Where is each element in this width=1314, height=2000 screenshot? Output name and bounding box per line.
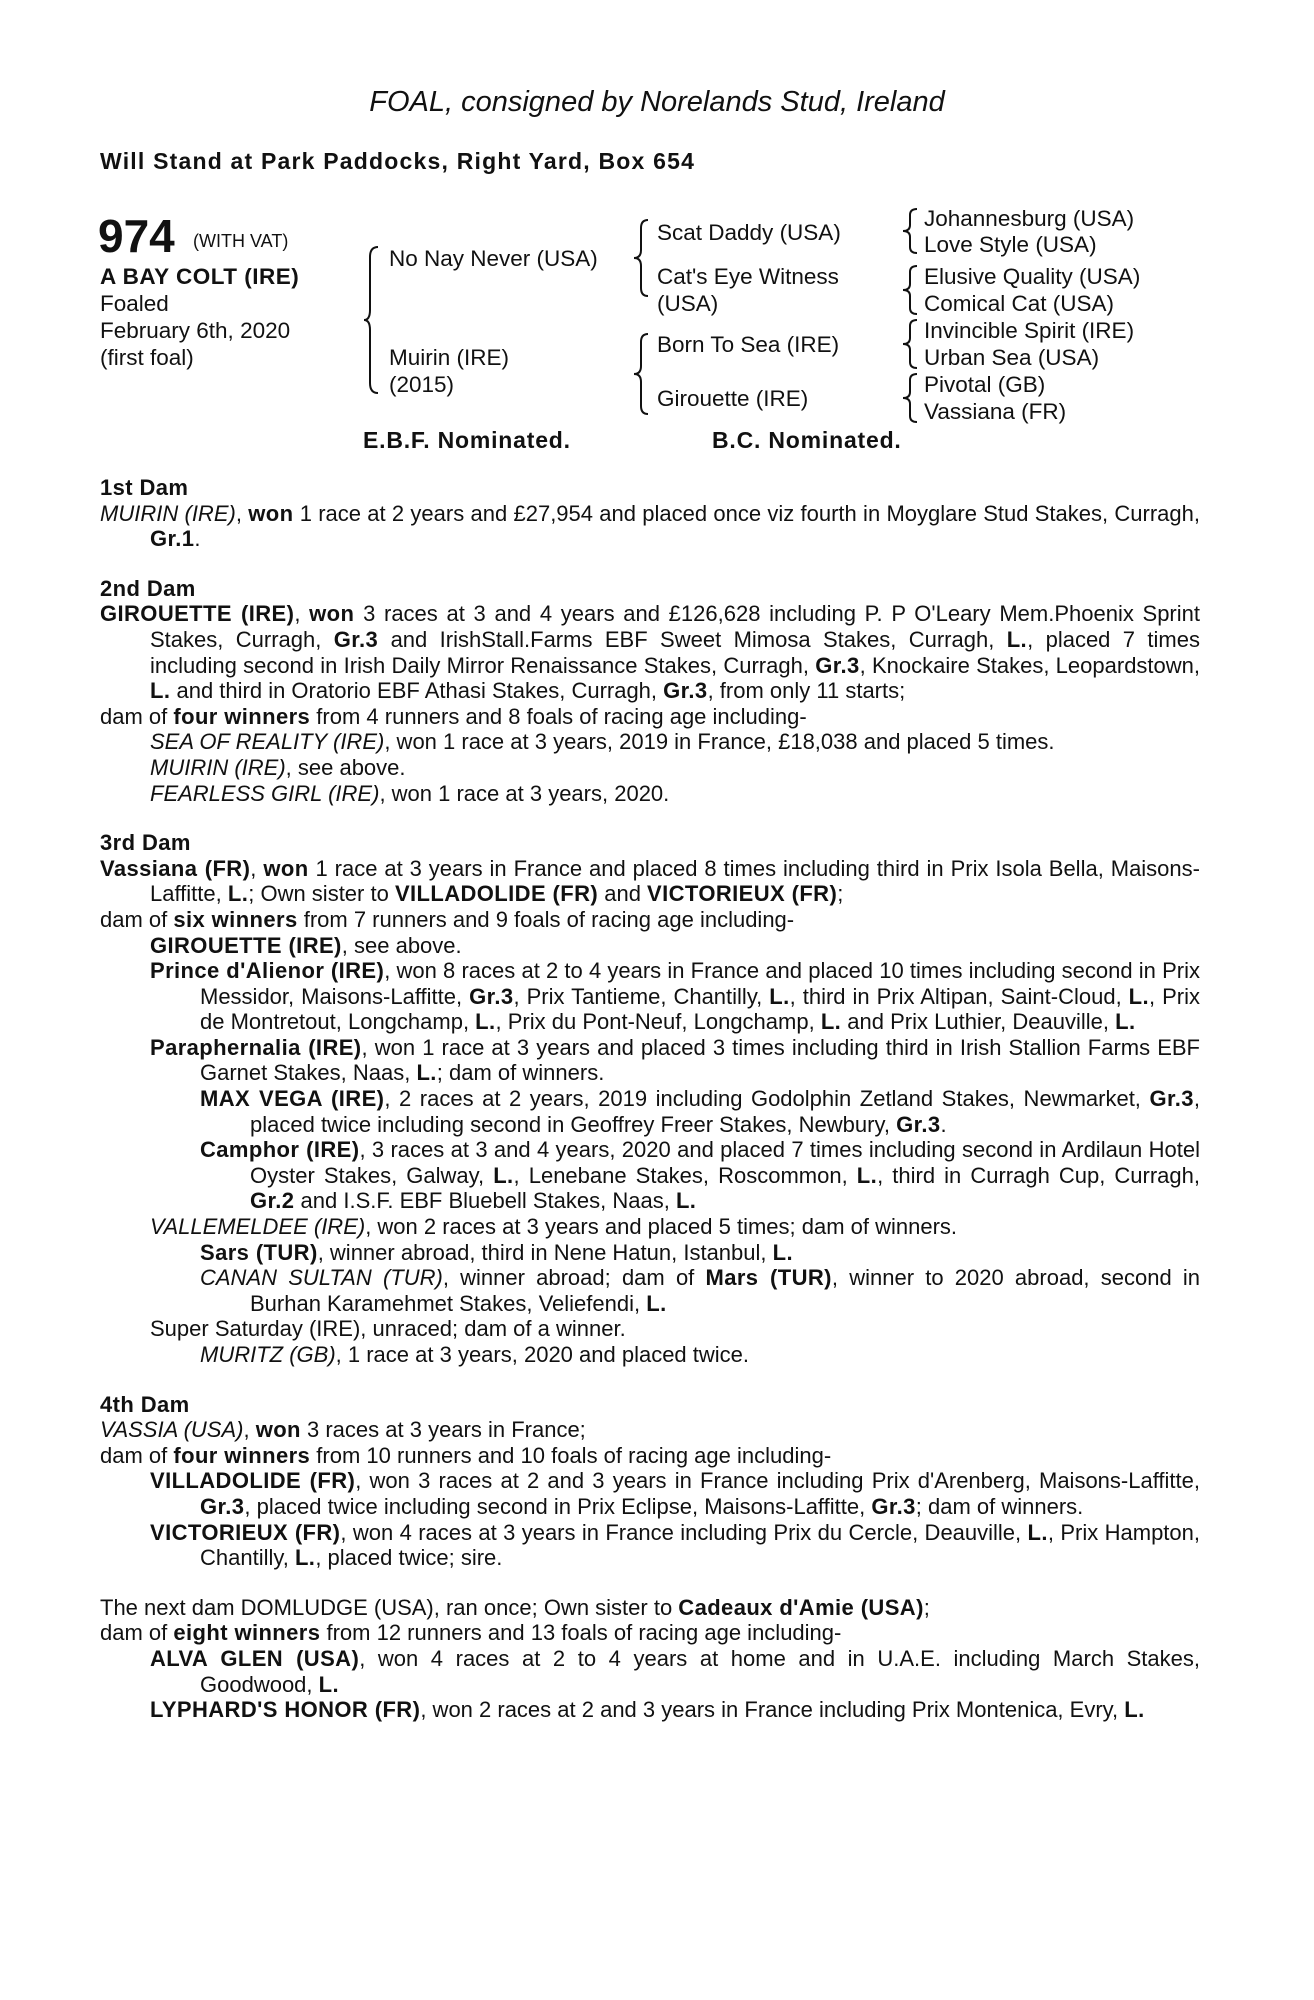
record-paragraph [100, 1595, 1200, 1621]
record-paragraph [100, 704, 1200, 730]
text: from 4 runners and 8 foals of racing age including- [310, 703, 807, 729]
sire-dam-country: (USA) [657, 291, 719, 316]
dam: Muirin (IRE) [389, 345, 510, 370]
text: , won 4 races at 3 years in France including Prix du Cercle, Deauville, [340, 1519, 1028, 1545]
bold-text: L. [1124, 1697, 1145, 1723]
text: , winner abroad, third in Nene Hatun, Istanbul, [317, 1239, 773, 1265]
dam-section [100, 475, 1200, 552]
bold-text: won [263, 855, 309, 881]
bold-text: L. [227, 881, 249, 907]
bold-text: LYPHARD'S HONOR (FR) [150, 1697, 421, 1723]
text: ; dam of winners. [915, 1493, 1084, 1519]
record-paragraph [100, 1265, 1200, 1316]
bold-text: L. [493, 1162, 514, 1188]
text: , placed twice including second in Prix Eclipse, Maisons-Laffitte, [244, 1493, 872, 1519]
record-paragraph [100, 601, 1200, 703]
record-paragraph [100, 501, 1200, 552]
text: , won 2 races at 3 years and placed 5 times; dam of winners. [365, 1214, 958, 1240]
section-heading: 4th Dam [100, 1391, 190, 1417]
text: , won 4 races at 2 to 4 years at home and in U.A.E. including March Stakes, Goodwood, [200, 1645, 1200, 1697]
foaled-label: Foaled [100, 291, 169, 316]
pedigree-brace [905, 207, 919, 255]
italic-text: MURITZ (GB) [200, 1342, 336, 1367]
italic-text: CANAN SULTAN (TUR) [200, 1265, 443, 1291]
text: , won 1 race at 3 years, 2019 in France, £18,038 and placed 5 times. [384, 729, 1055, 755]
bold-text: Gr.3 [333, 626, 379, 652]
text: dam of [100, 1620, 174, 1646]
record-paragraph [100, 1468, 1200, 1519]
text: , see above. [285, 754, 406, 780]
catalogue-title: FOAL, consigned by Norelands Stud, Ireland [369, 86, 945, 118]
bold-text: L. [675, 1188, 697, 1214]
text: , winner abroad; dam of [442, 1265, 706, 1291]
bold-text: four winners [173, 703, 311, 729]
bold-text: L. [769, 983, 790, 1009]
bold-text: L. [1027, 1519, 1048, 1545]
record-paragraph [100, 1646, 1200, 1697]
bold-text: six winners [173, 906, 298, 932]
bold-text: MAX VEGA (IRE) [200, 1086, 385, 1112]
italic-text: MUIRIN (IRE) [150, 754, 286, 780]
pedigree-brace [636, 332, 650, 416]
bold-text: ALVA GLEN (USA) [150, 1645, 360, 1671]
text: and [598, 881, 648, 907]
record-paragraph [100, 1086, 1200, 1137]
record-paragraph [100, 729, 1200, 755]
dam-section [100, 830, 1200, 1367]
text: , winner to 2020 abroad, second in Burhan Karamehmet Stakes, Veliefendi, [250, 1265, 1200, 1316]
bold-text: GIROUETTE (IRE) [150, 932, 342, 958]
text: , won 2 races at 2 and 3 years in France including Prix Montenica, Evry, [420, 1697, 1125, 1723]
text: , [243, 1417, 256, 1443]
granddam-line: Pivotal (GB) [924, 372, 1046, 397]
granddam-line: Comical Cat (USA) [924, 291, 1115, 316]
record-paragraph [100, 755, 1200, 781]
text: and I.S.F. EBF Bluebell Stakes, Naas, [294, 1188, 676, 1214]
record-paragraph [100, 1316, 1200, 1342]
text: , won 3 races at 2 and 3 years in France including Prix d'Arenberg, Maisons-Laffitte, [355, 1468, 1200, 1494]
bold-text: L. [150, 678, 171, 704]
italic-text: FEARLESS GIRL (IRE) [150, 780, 380, 806]
record-paragraph [100, 1620, 1200, 1646]
bold-text: L. [820, 1009, 842, 1035]
text: , won 8 races at 2 to 4 years in France and placed 10 times including second in Prix Messidor, Maisons-Laffitte, [200, 958, 1200, 1009]
bc-nominated: B.C. Nominated. [712, 427, 902, 453]
text: , [235, 500, 249, 526]
granddam-line: Vassiana (FR) [924, 399, 1067, 424]
bold-text: eight winners [173, 1620, 321, 1646]
italic-text: VASSIA (USA) [100, 1417, 244, 1443]
dam-year: (2015) [389, 372, 455, 397]
record-paragraph [100, 1520, 1200, 1571]
stand-location: Will Stand at Park Paddocks, Right Yard, Box 654 [100, 148, 696, 174]
text: and third in Oratorio EBF Athasi Stakes, Curragh, [170, 678, 664, 704]
text: , third in Prix Altipan, Saint-Cloud, [789, 983, 1129, 1009]
bold-text: Mars (TUR) [705, 1265, 832, 1291]
bold-text: L. [1115, 1009, 1136, 1035]
section-heading: 1st Dam [100, 475, 189, 500]
dam-dam: Girouette (IRE) [657, 386, 809, 411]
text: and Prix Luthier, Deauville, [841, 1009, 1116, 1035]
bold-text: Gr.3 [1149, 1086, 1194, 1112]
sire-sire: Scat Daddy (USA) [657, 220, 841, 245]
bold-text: Gr.3 [200, 1493, 245, 1519]
pedigree-brace [905, 372, 919, 424]
bold-text: VICTORIEUX (FR) [150, 1519, 341, 1545]
text: . [194, 526, 201, 552]
bold-text: L. [475, 1009, 496, 1035]
text: , from only 11 starts; [707, 678, 906, 704]
bold-text: Prince d'Alienor (IRE) [150, 958, 385, 984]
section-heading: 2nd Dam [100, 575, 196, 601]
bold-text: Gr.3 [663, 678, 708, 704]
record-paragraph [100, 1137, 1200, 1214]
bold-text: VILLADOLIDE (FR) [150, 1468, 356, 1494]
pedigree-brace [905, 264, 919, 316]
granddam-line: Urban Sea (USA) [924, 345, 1100, 370]
record-paragraph [100, 1240, 1200, 1266]
pedigree-brace [636, 218, 650, 298]
bold-text: L. [1006, 626, 1028, 652]
italic-text: MUIRIN (IRE) [100, 500, 236, 526]
italic-text: VALLEMELDEE (IRE) [150, 1214, 366, 1240]
text: , Prix Tantieme, Chantilly, [513, 983, 770, 1009]
text: , [294, 601, 310, 627]
pedigree-brace [905, 318, 919, 370]
text: , placed twice including second in Geoffrey Freer Stakes, Newbury, [250, 1086, 1200, 1137]
sire-dam: Cat's Eye Witness [657, 264, 839, 289]
pedigree-brace [366, 245, 380, 395]
text: 1 race at 2 years and £27,954 and placed once viz fourth in Moyglare Stud Stakes, Curragh, [293, 500, 1200, 526]
record-paragraph [100, 856, 1200, 907]
text: The next dam DOMLUDGE (USA), ran once; Own sister to [100, 1594, 679, 1620]
record-paragraph [100, 1035, 1200, 1086]
dam-section [100, 576, 1200, 806]
granddam-line: Invincible Spirit (IRE) [924, 318, 1135, 343]
lot-name: A BAY COLT (IRE) [100, 264, 300, 289]
record-paragraph [100, 907, 1200, 933]
bold-text: Camphor (IRE) [200, 1137, 360, 1163]
text: from 10 runners and 10 foals of racing age including- [310, 1442, 832, 1468]
text: dam of [100, 1442, 174, 1468]
text: , 3 races at 3 and 4 years, 2020 and placed 7 times including second in Ardilaun Hotel Oyster Stakes, Galway, [250, 1137, 1200, 1188]
text: dam of [100, 906, 174, 932]
text: ; Own sister to [248, 881, 395, 907]
text: , see above. [341, 932, 462, 958]
lot-number: 974 [98, 210, 175, 262]
bold-text: Paraphernalia (IRE) [150, 1034, 362, 1060]
text: Super Saturday (IRE), unraced; dam of a winner. [150, 1316, 626, 1342]
dam-sire: Born To Sea (IRE) [657, 332, 840, 357]
ebf-nominated: E.B.F. Nominated. [363, 427, 571, 453]
bold-text: Gr.3 [469, 983, 514, 1009]
text: , Prix Hampton, Chantilly, [200, 1519, 1201, 1571]
record-paragraph [100, 933, 1200, 959]
italic-text: SEA OF REALITY (IRE) [150, 729, 385, 755]
section-heading: 3rd Dam [100, 830, 191, 856]
bold-text: VILLADOLIDE (FR) [394, 881, 599, 907]
text: from 12 runners and 13 foals of racing age including- [320, 1620, 842, 1646]
bold-text: won [309, 601, 355, 627]
dam-section [100, 1595, 1200, 1723]
record-paragraph [100, 958, 1200, 1035]
bold-text: L. [416, 1060, 437, 1086]
bold-text: Gr.3 [871, 1493, 916, 1519]
bold-text: Gr.2 [250, 1188, 295, 1214]
foaled-date: February 6th, 2020 [100, 318, 291, 343]
granddam-line: Elusive Quality (USA) [924, 264, 1141, 289]
vat-note: (WITH VAT) [193, 231, 289, 251]
text: . [940, 1111, 947, 1137]
text: 3 races at 3 years in France; [300, 1417, 586, 1443]
bold-text: GIROUETTE (IRE) [100, 601, 295, 627]
bold-text: Gr.1 [150, 526, 195, 552]
record-paragraph [100, 781, 1200, 807]
text: and IrishStall.Farms EBF Sweet Mimosa Stakes, Curragh, [378, 626, 1007, 652]
text: , Prix de Montretout, Longchamp, [200, 983, 1201, 1035]
bold-text: L. [772, 1239, 793, 1265]
text: , won 1 race at 3 years, 2020. [379, 780, 670, 806]
text: ; [837, 881, 844, 907]
bold-text: Gr.3 [896, 1111, 941, 1137]
granddam-line: Love Style (USA) [924, 232, 1097, 257]
bold-text: L. [1128, 983, 1150, 1009]
text: , Prix du Pont-Neuf, Longchamp, [495, 1009, 821, 1035]
bold-text: L. [294, 1545, 316, 1571]
record-paragraph [100, 1417, 1200, 1443]
bold-text: Cadeaux d'Amie (USA) [678, 1594, 924, 1620]
bold-text: Gr.3 [815, 652, 860, 678]
bold-text: four winners [173, 1442, 311, 1468]
text: 3 races at 3 and 4 years and £126,628 including P. P O'Leary Mem.Phoenix Sprint Stakes, Curragh, [150, 601, 1200, 652]
text: , Knockaire Stakes, Leopardstown, [859, 652, 1201, 678]
bold-text: won [248, 500, 294, 526]
record-paragraph [100, 1214, 1200, 1240]
text: , 2 races at 2 years, 2019 including Godolphin Zetland Stakes, Newmarket, [384, 1086, 1150, 1112]
foal-note: (first foal) [100, 345, 194, 370]
dam-section [100, 1392, 1200, 1571]
granddam-line: Johannesburg (USA) [924, 206, 1135, 231]
bold-text: L. [856, 1162, 878, 1188]
text: 1 race at 3 years in France and placed 8 times including third in Prix Isola Bella, Maisons-Laffitte, [150, 855, 1200, 907]
record-paragraph [100, 1697, 1200, 1723]
text: , third in Curragh Cup, Curragh, [877, 1162, 1200, 1188]
bold-text: L. [646, 1290, 667, 1316]
bold-text: Sars (TUR) [200, 1239, 318, 1265]
sire: No Nay Never (USA) [389, 246, 598, 271]
text: , won 1 race at 3 years and placed 3 times including third in Irish Stallion Farms EBF Garnet Stakes, Naas, [200, 1034, 1200, 1086]
bold-text: VICTORIEUX (FR) [647, 881, 838, 907]
bold-text: won [255, 1417, 301, 1443]
text: ; [923, 1594, 930, 1620]
text: , placed 7 times including second in Irish Daily Mirror Renaissance Stakes, Curragh, [150, 626, 1200, 678]
text: dam of [100, 703, 174, 729]
record-paragraph [100, 1342, 1200, 1368]
produce-record [100, 475, 1200, 1747]
text: , [250, 855, 264, 881]
text: , Lenebane Stakes, Roscommon, [513, 1162, 857, 1188]
text: , placed twice; sire. [315, 1545, 503, 1571]
record-paragraph [100, 1443, 1200, 1469]
text: , 1 race at 3 years, 2020 and placed twice. [335, 1342, 750, 1367]
bold-text: L. [318, 1671, 339, 1697]
bold-text: Vassiana (FR) [100, 855, 251, 881]
text: ; dam of winners. [436, 1060, 605, 1086]
text: from 7 runners and 9 foals of racing age including- [297, 906, 795, 932]
